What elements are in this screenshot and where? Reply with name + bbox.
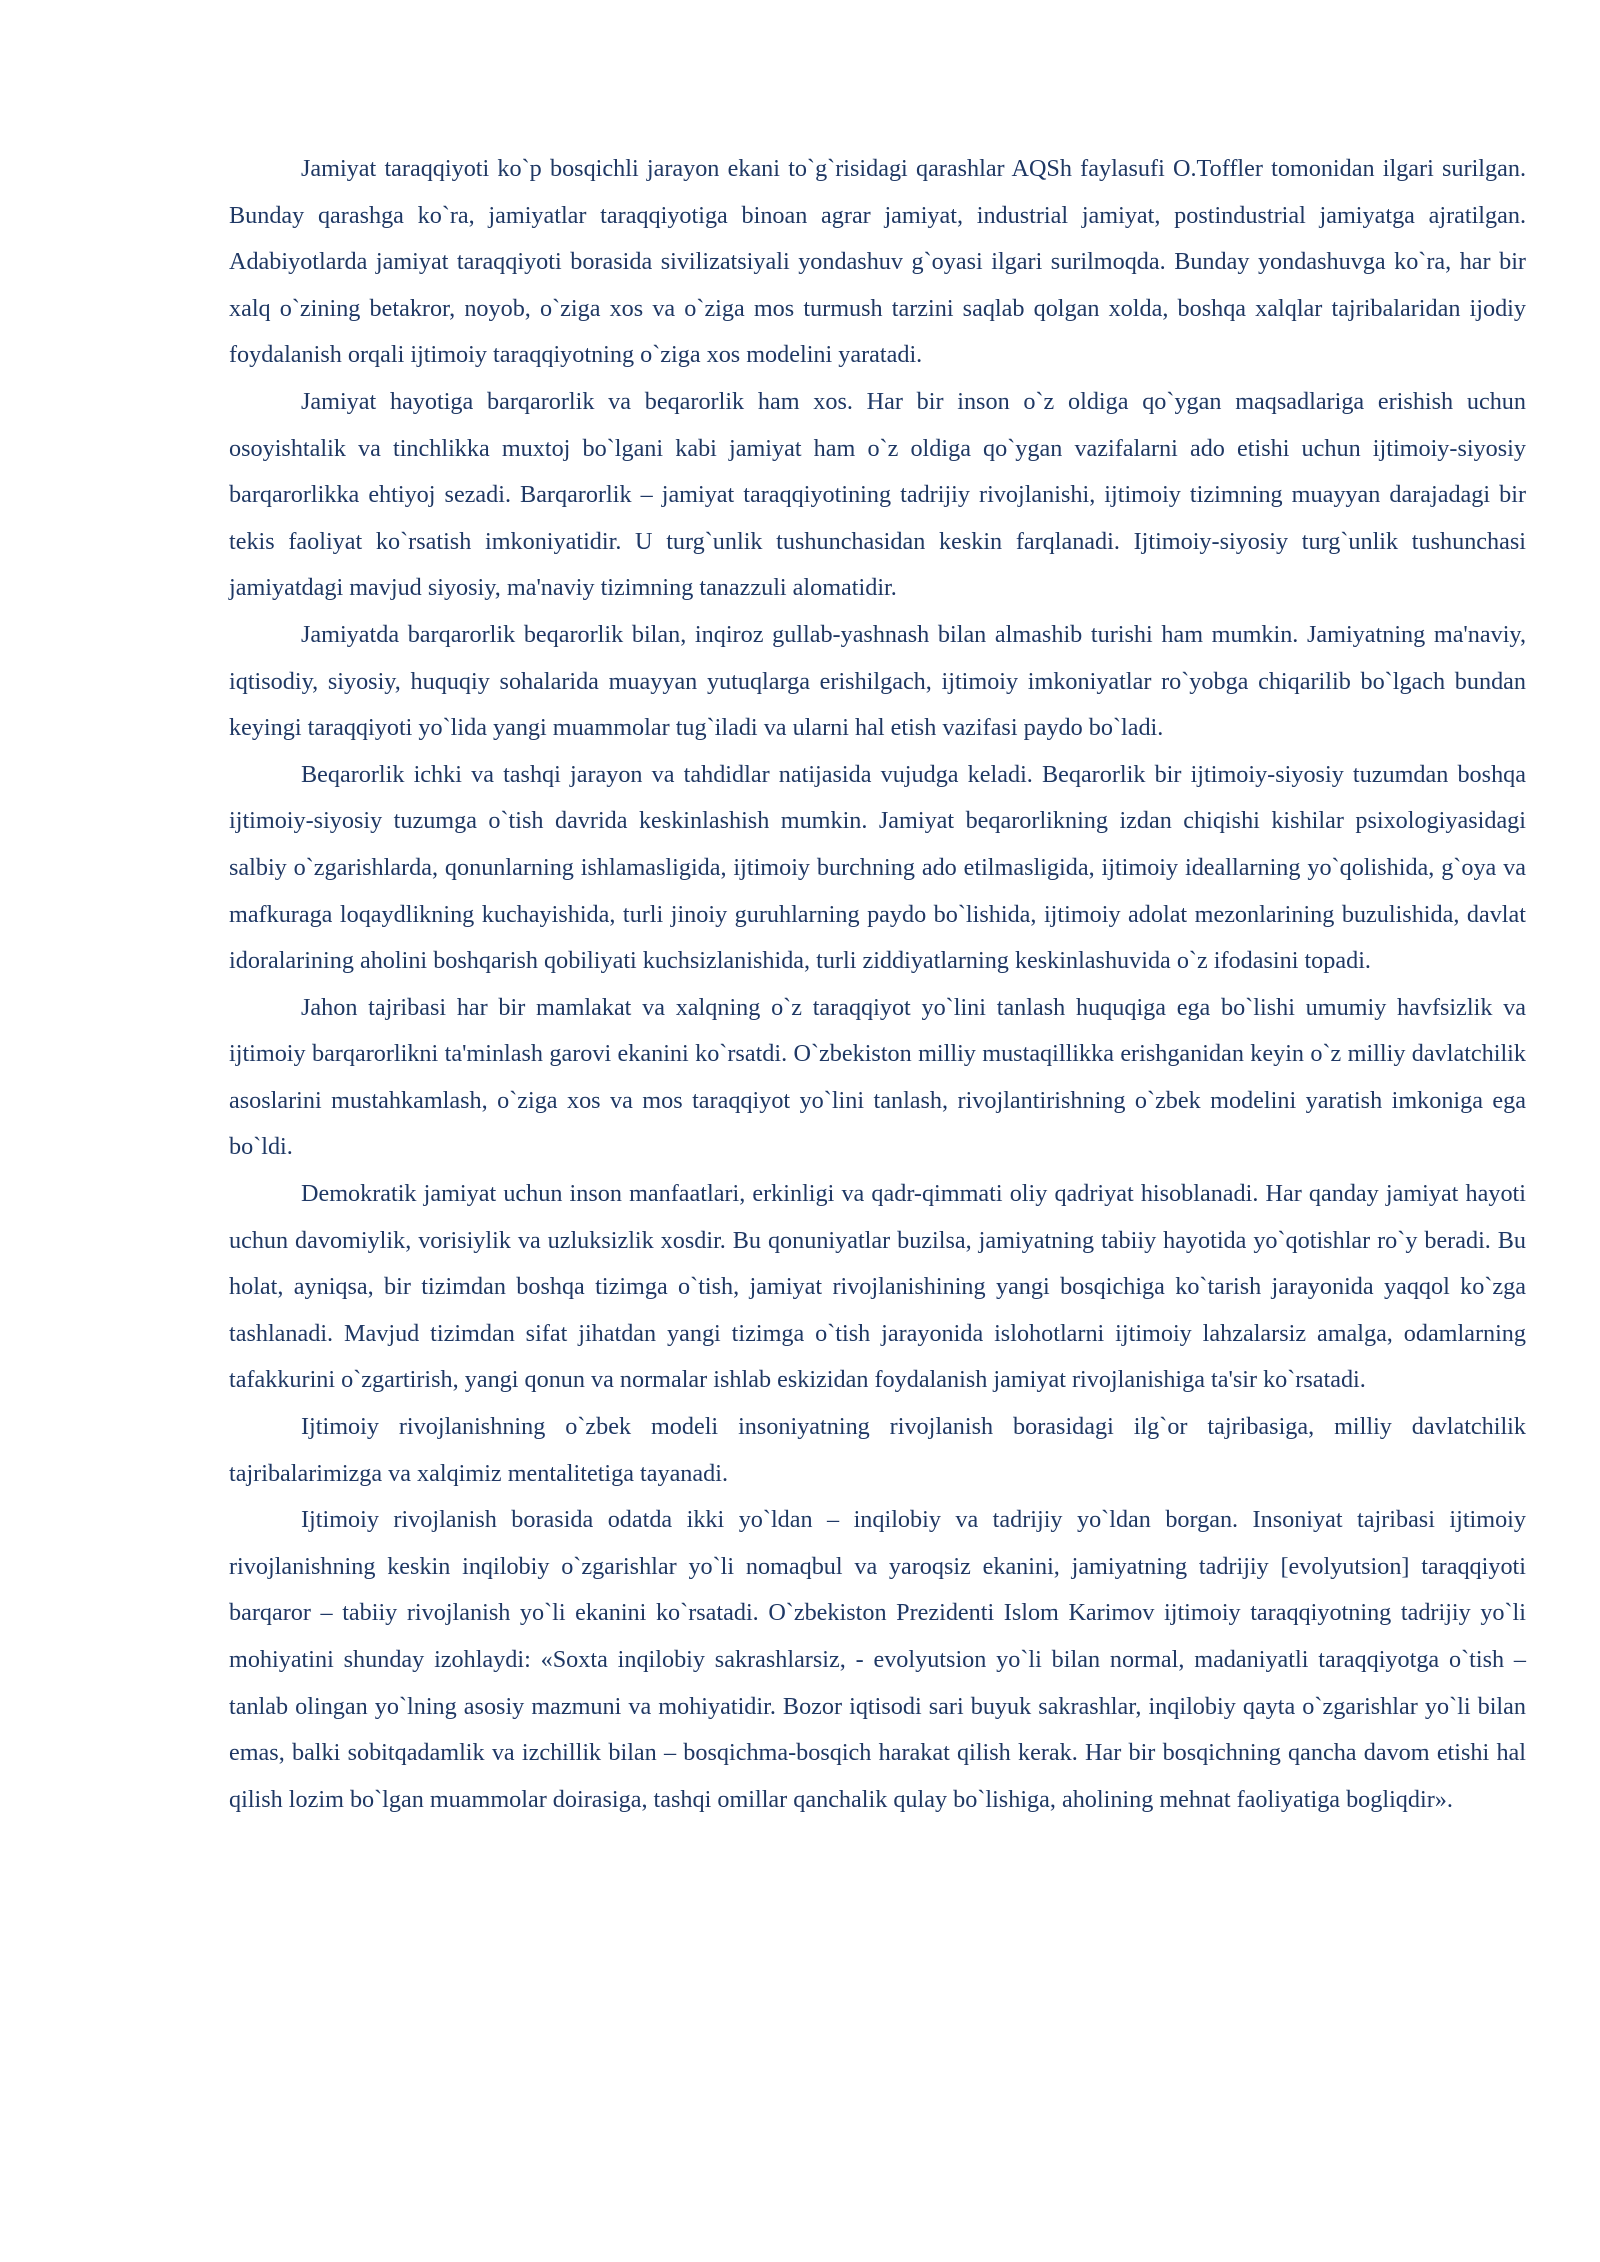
- document-body: [229, 146, 1526, 1823]
- paragraph-1: Jamiyat taraqqiyoti ko`p bosqichli jarayon ekani to`g`risidagi qarashlar AQSh faylasufi O.Toffler tomonidan ilgari surilgan. Bunday qarashga ko`ra, jamiyatlar taraqqiyotiga binoan agrar jamiyat, industrial jamiyat, postindustrial jamiyatga ajratilgan. Adabiyotlarda jamiyat taraqqiyoti borasida sivilizatsiyali yondashuv g`oyasi ilgari surilmoqda. Bunday yondashuvga ko`ra, har bir xalq o`zining betakror, noyob, o`ziga xos va o`ziga mos turmush tarzini saqlab qolgan xolda, boshqa xalqlar tajribalaridan ijodiy foydalanish orqali ijtimoiy taraqqiyotning o`ziga xos modelini yaratadi.: [229, 155, 1526, 369]
- paragraph-8: Ijtimoiy rivojlanish borasida odatda ikki yo`ldan – inqilobiy va tadrijiy yo`ldan borgan. Insoniyat tajribasi ijtimoiy rivojlanishning keskin inqilobiy o`zgarishlar yo`li nomaqbul va yaroqsiz ekanini, jamiyatning tadrijiy [evolyutsion] taraqqiyoti barqaror – tabiiy rivojlanish yo`li ekanini ko`rsatadi. O`zbekiston Prezidenti Islom Karimov ijtimoiy taraqqiyotning tadrijiy yo`li mohiyatini shunday izohlaydi: «Soxta inqilobiy sakrashlarsiz, - evolyutsion yo`li bilan normal, madaniyatli taraqqiyotga o`tish – tanlab olingan yo`lning asosiy mazmuni va mohiyatidir. Bozor iqtisodi sari buyuk sakrashlar, inqilobiy qayta o`zgarishlar yo`li bilan emas, balki sobitqadamlik va izchillik bilan – bosqichma-bosqich harakat qilish kerak. Har bir bosqichning qancha davom etishi hal qilish lozim bo`lgan muammolar doirasiga, tashqi omillar qanchalik qulay bo`lishiga, aholining mehnat faoliyatiga bogliqdir».: [229, 1506, 1526, 1813]
- paragraph-3: Jamiyatda barqarorlik beqarorlik bilan, inqiroz gullab-yashnash bilan almashib turishi ham mumkin. Jamiyatning ma'naviy, iqtisodiy, siyosiy, huquqiy sohalarida muayyan yutuqlarga erishilgach, ijtimoiy imkoniyatlar ro`yobga chiqarilib bo`lgach bundan keyingi taraqqiyoti yo`lida yangi muammolar tug`iladi va ularni hal etish vazifasi paydo bo`ladi.: [229, 620, 1526, 742]
- paragraph-7: Ijtimoiy rivojlanishning o`zbek modeli insoniyatning rivojlanish borasidagi ilg`or tajribasiga, milliy davlatchilik tajribalarimizga va xalqimiz mentalitetiga tayanadi.: [229, 1413, 1526, 1487]
- paragraph-6: Demokratik jamiyat uchun inson manfaatlari, erkinligi va qadr-qimmati oliy qadriyat hisoblanadi. Har qanday jamiyat hayoti uchun davomiylik, vorisiylik va uzluksizlik xosdir. Bu qonuniyatlar buzilsa, jamiyatning tabiiy hayotida yo`qotishlar ro`y beradi. Bu holat, ayniqsa, bir tizimdan boshqa tizimga o`tish, jamiyat rivojlanishining yangi bosqichiga ko`tarish jarayonida yaqqol ko`zga tashlanadi. Mavjud tizimdan sifat jihatdan yangi tizimga o`tish jarayonida islohotlarni ijtimoiy lahzalarsiz amalga, odamlarning tafakkurini o`zgartirish, yangi qonun va normalar ishlab eskizidan foydalanish jamiyat rivojlanishiga ta'sir ko`rsatadi.: [229, 1180, 1526, 1394]
- paragraph-2: Jamiyat hayotiga barqarorlik va beqarorlik ham xos. Har bir inson o`z oldiga qo`ygan maqsadlariga erishish uchun osoyishtalik va tinchlikka muxtoj bo`lgani kabi jamiyat ham o`z oldiga qo`ygan vazifalarni ado etishi uchun ijtimoiy-siyosiy barqarorlikka ehtiyoj sezadi. Barqarorlik – jamiyat taraqqiyotining tadrijiy rivojlanishi, ijtimoiy tizimning muayyan darajadagi bir tekis faoliyat ko`rsatish imkoniyatidir. U turg`unlik tushunchasidan keskin farqlanadi. Ijtimoiy-siyosiy turg`unlik tushunchasi jamiyatdagi mavjud siyosiy, ma'naviy tizimning tanazzuli alomatidir.: [229, 387, 1526, 602]
- paragraph-5: Jahon tajribasi har bir mamlakat va xalqning o`z taraqqiyot yo`lini tanlash huquqiga ega bo`lishi umumiy havfsizlik va ijtimoiy barqarorlikni ta'minlash garovi ekanini ko`rsatdi. O`zbekiston milliy mustaqillikka erishganidan keyin o`z milliy davlatchilik asoslarini mustahkamlash, o`ziga xos va mos taraqqiyot yo`lini tanlash, rivojlantirishning o`zbek modelini yaratish imkoniga ega bo`ldi.: [229, 993, 1526, 1161]
- paragraph-4: Beqarorlik ichki va tashqi jarayon va tahdidlar natijasida vujudga keladi. Beqarorlik bir ijtimoiy-siyosiy tuzumdan boshqa ijtimoiy-siyosiy tuzumga o`tish davrida keskinlashish mumkin. Jamiyat beqarorlikning izdan chiqishi kishilar psixologiyasidagi salbiy o`zgarishlarda, qonunlarning ishlamasligida, ijtimoiy burchning ado etilmasligida, ijtimoiy ideallarning yo`qolishida, g`oya va mafkuraga loqaydlikning kuchayishida, turli jinoiy guruhlarning paydo bo`lishida, ijtimoiy adolat mezonlarining buzulishida, davlat idoralarining aholini boshqarish qobiliyati kuchsizlanishida, turli ziddiyatlarning keskinlashuvida o`z ifodasini topadi.: [229, 760, 1526, 975]
